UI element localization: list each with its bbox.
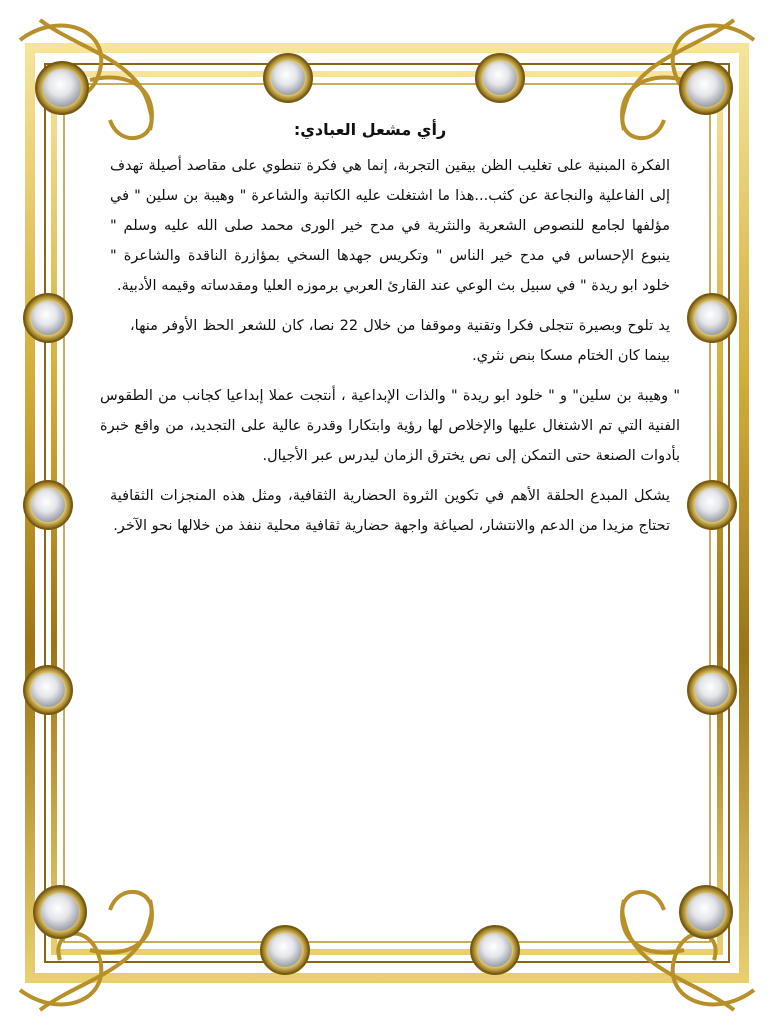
left-gem-3: [24, 666, 72, 714]
top-center-gem: [264, 54, 312, 102]
left-gem-1: [24, 294, 72, 342]
right-gem-3: [688, 666, 736, 714]
top-right-gem: [476, 54, 524, 102]
paragraph-1: الفكرة المبنية على تغليب الظن بيقين التجربة، إنما هي فكرة تنطوي على مقاصد أصيلة تهدف إلى الفاعلية والنجاعة عن كثب...هذا ما اشتغلت عليه الكاتبة والشاعرة " وهيبة بن سلين " في مؤلفها لجامع للنصوص الشعرية والنثرية في مدح خير الورى محمد صلى الله عليه وسلم " ينبوع الإحساس في مدح خير الناس " وتكريس جهدها السخي بمؤازرة الناقدة والشاعرة " خلود ابو ريدة " في سبيل بث الوعي عند القارئ العربي برموزه العليا ومقدساته وقيمه الأدبية.: [110, 158, 670, 294]
left-gem-2: [24, 481, 72, 529]
paragraph-3: " وهيبة بن سلين" و " خلود ابو ريدة " والذات الإبداعية ، أنتجت عملا إبداعيا كجانب من الطقوس الفنية التي تم الاشتغال عليها والإخلاص لها رؤية وابتكارا وقدرة عالية على التجديد، من واقع خبرة بأدوات الصنعة حتى التمكن إلى نص يخترق الزمان ليدرس عبر الأجيال.: [100, 388, 680, 464]
article: [100, 120, 680, 551]
corner-ornament-bottom-right: [622, 886, 754, 1010]
article-title: رأي مشعل العبادي:: [293, 120, 447, 139]
right-gem-2: [688, 481, 736, 529]
right-gem-1: [688, 294, 736, 342]
paragraph-4: يشكل المبدع الحلقة الأهم في تكوين الثروة الحضارية الثقافية، ومثل هذه المنجزات الثقافية تحتاج مزيدا من الدعم والانتشار، لصياغة واجهة حضارية ثقافية محلية ننفذ من خلالها نحو الآخر.: [110, 488, 670, 534]
bottom-right-gem: [471, 926, 519, 974]
paragraph-2: يد تلوح وبصيرة تتجلى فكرا وتقنية وموقفا من خلال 22 نصا، كان للشعر الحظ الأوفر منها، بينما كان الختام مسكا بنص نثري.: [130, 318, 670, 364]
corner-ornament-bottom-left: [20, 886, 152, 1010]
bottom-left-gem: [261, 926, 309, 974]
